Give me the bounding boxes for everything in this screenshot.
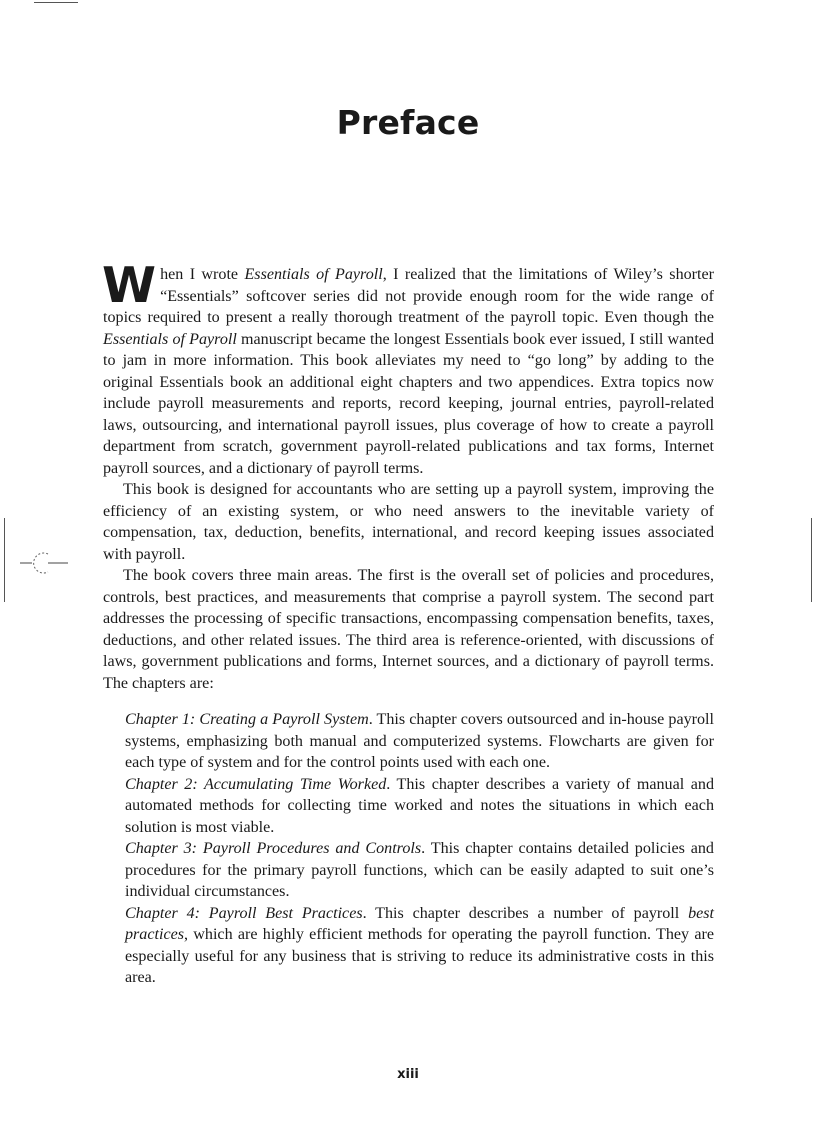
chapter-title: Chapter 3: Payroll Procedures and Controls (125, 840, 422, 857)
drop-cap: W (102, 257, 157, 314)
chapter-title: Chapter 1: Creating a Payroll System (125, 711, 369, 728)
chapter-item: Chapter 4: Payroll Best Practices. This chapter describes a number of payroll best practices, which are highly efficient methods for operating the payroll function. They are especially useful for any business that is striving to reduce its administrative costs in this area. (125, 904, 714, 986)
page-title: Preface (336, 103, 480, 142)
book-title: Essentials of Payroll (103, 330, 237, 348)
margin-rule-left (4, 518, 5, 602)
registration-mark-icon (18, 548, 72, 578)
preface-body (102, 257, 714, 989)
margin-rule-right (811, 518, 812, 602)
chapter-title: Chapter 4: Payroll Best Practices (125, 904, 363, 922)
paragraph-audience: This book is designed for accountants who are setting up a payroll system, improving the efficiency of an existing system, or who need answers to the inevitable variety of compensation, tax, deduction, benefits, international, and record keeping issues associated with payroll. (103, 481, 714, 563)
chapter-item: Chapter 3: Payroll Procedures and Controls. This chapter contains detailed policies and procedures for the primary payroll functions, which can be easily adapted to suit one’s individual circumstances. (125, 840, 714, 900)
book-title: Essentials of Payroll (244, 266, 383, 283)
emphasis-term: best practices (125, 904, 714, 943)
chapter-item: Chapter 2: Accumulating Time Worked. This chapter describes a variety of manual and automated methods for collecting time worked and notes the situations in which each solution is most viable. (125, 775, 714, 836)
chapter-list (125, 709, 714, 989)
chapter-title: Chapter 2: Accumulating Time Worked (125, 775, 387, 793)
paragraph-intro: When I wrote Essentials of Payroll, I realized that the limitations of Wiley’s shorter “Essentials” softcover series did not provide enough room for the wide range of topics required to present a really thorough treatment of the payroll topic. Even though the Essentials of Payroll manuscript became the longest Essentials book ever issued, I still wanted to jam in more information. This book alleviates my need to “go long” by adding to the original Essentials book an additional eight chapters and two appendices. Extra topics now include payroll measurements and reports, record keeping, journal entries, payroll-related laws, outsourcing, and international payroll issues, plus coverage of how to create a payroll department from scratch, government payroll-related publications and tax forms, Internet payroll sources, and a dictionary of payroll terms. (102, 257, 714, 477)
chapter-item: Chapter 1: Creating a Payroll System. This chapter covers outsourced and in-house payroll systems, emphasizing both manual and computerized systems. Flowcharts are given for each type of system and for the control points used with each one. (125, 711, 714, 771)
page-number: xiii (397, 1067, 419, 1082)
crop-mark-top (34, 2, 78, 3)
paragraph-areas: The book covers three main areas. The first is the overall set of policies and procedures, controls, best practices, and measurements that comprise a payroll system. The second part addresses the processing of specific transactions, encompassing compensation benefits, taxes, deductions, and other related issues. The third area is reference-oriented, with discussions of laws, government publications and forms, Internet sources, and a dictionary of payroll terms. The chapters are: (103, 567, 714, 692)
